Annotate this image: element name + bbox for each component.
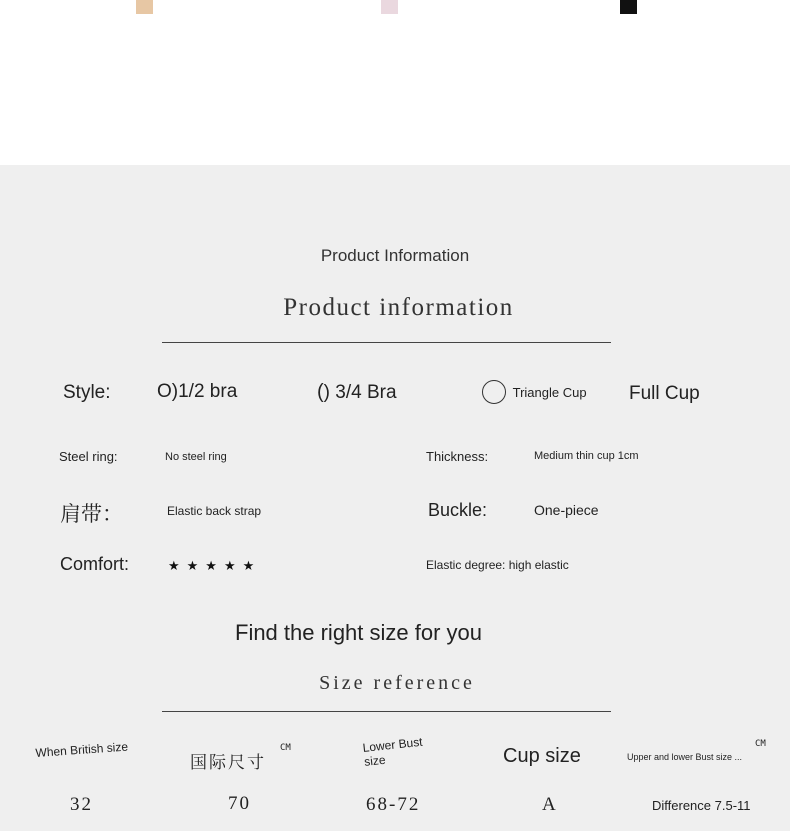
- swatch-pink[interactable]: [381, 0, 398, 14]
- size-header-international: 国际尺寸: [190, 753, 266, 773]
- style-option-three-quarter: [317, 381, 397, 404]
- product-info-title: Product information: [283, 294, 514, 321]
- size-value-lower-bust: 68-72: [366, 794, 421, 815]
- thickness-value: Medium thin cup 1cm: [534, 450, 639, 462]
- comfort-stars: ★★★★★: [168, 558, 262, 573]
- size-value-difference: Difference 7.5-11: [652, 798, 751, 813]
- steel-ring-label: Steel ring:: [59, 449, 118, 464]
- style-option-full-cup: Full Cup: [629, 383, 700, 404]
- style-option-half: O)1/2 bra: [157, 381, 238, 402]
- size-header-lower-bust: Lower Bust size: [362, 734, 424, 769]
- radio-circle-icon: [482, 380, 506, 404]
- size-header-upper-lower-unit: CM: [755, 739, 766, 749]
- size-reference-title: Size reference: [319, 672, 475, 694]
- size-reference-divider: [162, 711, 611, 712]
- size-header-british: When British size: [35, 739, 129, 760]
- size-value-international: 70: [228, 793, 251, 814]
- style-option-triangle: [482, 380, 587, 404]
- strap-value: Elastic back strap: [167, 504, 262, 518]
- comfort-label: Comfort:: [60, 554, 130, 574]
- size-header-cup: Cup size: [503, 745, 581, 767]
- buckle-value: One-piece: [534, 502, 599, 518]
- buckle-label: Buckle:: [428, 500, 488, 520]
- section-header: Product Information: [320, 246, 470, 265]
- thickness-label: Thickness:: [426, 449, 489, 464]
- swatch-black[interactable]: [620, 0, 637, 14]
- strap-label: 肩带：: [60, 502, 123, 526]
- style-option-triangle-label: Triangle Cup: [512, 384, 587, 400]
- elastic-degree: Elastic degree: high elastic: [426, 558, 569, 572]
- swatch-beige[interactable]: [136, 0, 153, 14]
- style-option-three-quarter-label: ) 3/4 Bra: [323, 382, 397, 403]
- size-value-cup: A: [542, 794, 556, 815]
- size-header-international-unit: CM: [280, 743, 291, 753]
- style-label: Style:: [63, 382, 111, 403]
- open-paren-glyph: (: [317, 381, 324, 403]
- steel-ring-value: No steel ring: [165, 451, 227, 463]
- size-tagline: Find the right size for you: [235, 620, 483, 645]
- size-header-upper-lower-bust: Upper and lower Bust size ...: [627, 752, 743, 762]
- size-value-british: 32: [70, 794, 93, 815]
- product-info-divider: [162, 342, 611, 343]
